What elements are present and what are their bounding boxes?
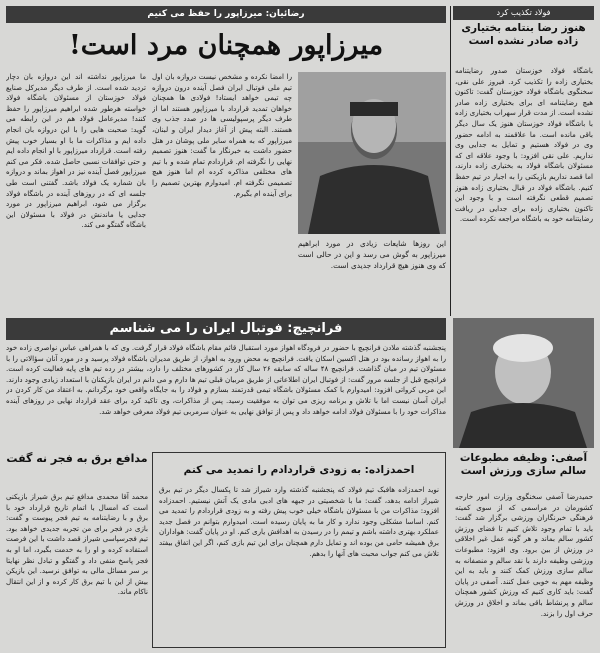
sidebar-divider bbox=[450, 6, 451, 316]
goalkeeper-photo-caption: این روزها شایعات زیادی در مورد ابراهیم میرزاپور به گوش می رسد و این در حالی است که وی هنوز هیچ قرارداد جدیدی است. bbox=[298, 239, 446, 270]
coach-photo bbox=[453, 318, 594, 448]
goalkeeper-photo bbox=[298, 72, 446, 234]
mid-story-headline-bar bbox=[6, 318, 446, 340]
top-story-column-right: ما میرزاپور نداشته اند این دروازه بان دچار تردید شده است. از طرف دیگر مدیرکل صنایع فولاد خوزستان از مسئولان باشگاه فولاد خواسته هرطور شده ابراهیم میرزاپور را حفظ کنند! مدیرعامل فولاد هم در این رابطه می گوید: صحبت هایی را با این دروازه بان انجام داده ایم و مذاکرات ما با او بسیار خوب پیش رفته است. قرارداد میرزاپور با او انجام داده ایم و حتی توافقات نسبی حاصل شده. فکر می کنم میرزاپور فصل آینده نیز در اهواز بماند و دروازه بان شماره یک فولاد باشد. گفتنی است طی جلسه ای که در روزهای آینده در باشگاه فولاد برگزار می شود، ابراهیم میرزاپور در مورد جدایی یا ماندنش در فولاد با مسئولان این باشگاه گفتگو می کند. bbox=[6, 72, 146, 230]
top-story-headline: میرزاپور همچنان مرد است! bbox=[68, 30, 384, 61]
sidebar-headline-2: آصفی: وظیفه مطبوعات سالم سازی ورزش است bbox=[459, 452, 588, 477]
left-story-headline: مدافع برق به فجر نه گفت bbox=[6, 452, 148, 465]
top-story-kicker: رضائیان: میرزاپور را حفظ می کنیم bbox=[147, 9, 305, 19]
portrait-photo-coach bbox=[453, 318, 594, 448]
top-story-kicker-bar bbox=[6, 6, 446, 23]
left-story-body: محمد آقا محمدی مدافع تیم برق شیراز بازیکنی است که امسال با اتمام تاریخ قرارداد خود با برق و با رضایتنامه به تیم فجر پیوست و گفت: بازی در فجر برای من تجربه جدیدی خواهد بود. تیم فجرسپاسی شیراز قصد داشت با این فرصت استفاده کرده و او را به خدمت بگیرد، اما او به فجر پاسخ منفی داد و گفتگو و تبادل نظر نهایتا بر سر مسائل مالی به توافق نرسید. این بازیکن بیش از این با تیم برق کار کرده و از این انتقال ناکام ماند. bbox=[6, 492, 148, 597]
sidebar-headline: هنوز رضا بنتامه بختیاری زاده صادر نشده است bbox=[461, 22, 586, 47]
top-story-column-mid: را امضا نکرده و مشخص نیست دروازه بان اول تیم ملی فوتبال ایران فصل آینده درون دروازه چه تیمی خواهد ایستاد! فولادی ها همچنان خواهان تمدید قرارداد با میرزاپور هستند اما از طرف دیگر پرسپولیسی ها در صدد جذب وی هستند. البته پیش از آغاز دیدار ایران و لبنان، میرزاپور که به همراه سایر ملی پوشان در هتل حضور داشت به خبرنگار ما گفت: هنوز تصمیم نهایی را نگرفته ام. قراردادم تمام شده و با تیم های مختلفی مذاکره کرده ام اما هنوز هیچ تصمیمی نگرفته ام. امیدوارم بهترین تصمیم را برای آینده ام بگیرم. bbox=[152, 72, 292, 198]
sidebar-body-2: حمیدرضا آصفی سخنگوی وزارت امور خارجه کشورمان در مراسمی که از سوی کمیته فرهنگی خبرنگاران ورزشی برگزار شد گفت: باید با تمام وجود تلاش کنیم تا فضای ورزش کشور سالم بماند و هر گونه عمل غیر اخلاقی در ورزش از بین برود. وی افزود: مطبوعات ورزشی وظیفه دارند با نقد سالم و منصفانه به سالم سازی ورزش کمک کنند و باید به این وظیفه مهم به خوبی عمل کنند. آصفی در پایان گفت: باید کاری کنیم که ورزش کشور همچنان سالم و پرنشاط باقی بماند و اخلاق در ورزش حرف اول را بزند. bbox=[455, 492, 593, 618]
sidebar-tag: فولاد تکذیب کرد bbox=[496, 8, 551, 17]
bottom-story-headline: احمدزاده: به زودی قراردادم را تمدید می کنم bbox=[183, 464, 415, 476]
mid-story-body: پنجشنبه گذشته ملادن فرانچیچ با حضور در فرودگاه اهواز مورد استقبال قائم مقام باشگاه فولاد قرار گرفت. وی که با همراهی عباس نواصری زاده خود را به اهواز رسانده بود در هتل اکسین اسکان یافت. فرانچیچ به محض ورود به اهواز، از طریق مدیران باشگاه فولاد پرسید و در مورد آنان سؤالاتی را با مسئولان تیم در میان گذاشت. فرانچیچ ۴۸ ساله که سابقه ۲۶ سال کار در کشورهای مختلف را دارد، بیشتر در رده تیم های پایه فعالیت کرده است. فرانچیچ قبل از جلسه مرور گفت: از فوتبال ایران اطلاعاتی از طریق مربیان قبلی تیم ها دارم و می دانم در ایران بازیکنان با استعداد زیادی وجود دارند. این مربی کرواتی افزود: امیدوارم با کمک مسئولان باشگاه تیمی قدرتمند بسازم و فولاد را به جایگاه واقعی خود برگردانم. به اعتقاد من کار کردن در ایران آسان نیست اما با تلاش و برنامه ریزی می توان به موفقیت رسید. پس از مذاکرات، وی تاکید کرد برای عقد قرارداد نهایی در روزهای آینده مذاکرات خود را با مسئولان فولاد ادامه خواهد داد و پس از توافق نهایی به عنوان سرمربی تیم فولاد معرفی خواهد شد. bbox=[6, 343, 446, 416]
bottom-story-body: نوید احمدزاده هافبک تیم فولاد که پنجشنبه گذشته وارد شیراز شد تا پکسال دیگر در تیم برق شیراز ادامه بدهد، گفت: ما با شخصیتی در جبهه های ادبی مادی یک آتش نیستیم. احمدزاده افزود: مذاکرات من با مسئولان باشگاه خیلی خوب پیش رفته و به زودی قراردادم را تمدید می کنم. اساسا مشکلی وجود ندارد و کار ما به پایان رسیده است. امیدوارم بتوانم در فصل جدید عملکرد بهتری داشته باشم و تیمم را در رسیدن به اهدافش یاری کنم. او در پایان گفت: هواداران برق همیشه حامی من بوده اند و تمایل دارم همچنان برای این تیم بازی کنم، اگر این اتفاق بیفتد تلاش می کنم جواب محبت های آنها را بدهم. bbox=[159, 485, 439, 558]
sidebar-tag-bar bbox=[453, 6, 594, 20]
sidebar-body: باشگاه فولاد خوزستان صدور رضایتنامه بختیاری زاده را تکذیب کرد. فیروز علی نقی، سخنگوی باشگاه فولاد خوزستان گفت: تاکنون هیچ رضایتنامه ای برای بختیاری زاده صادر نشده است. از مدت قرار سهراب بختیاری زاده با باشگاه فولاد خوزستان هنوز یک سال دیگر باقی مانده است. ما علاقمند به ادامه حضور وی در فولاد هستیم و تمایل به جدایی وی نداریم. علی نقی افزود: با وجود علاقه ای که مسئولان باشگاه فولاد به بختیاری زاده دارند، اما قصد نداریم بازیکنی را به اجبار در تیم حفظ کنیم. باشگاه فولاد در قبال بختیاری زاده هنوز تصمیم قطعی نگرفته است و با وجود این تاکنون بختیاری زاده برای جدایی در ریافت رضایتنامه خود به باشگاه مراجعه نکرده است. bbox=[455, 66, 593, 224]
bottom-story-box bbox=[152, 452, 446, 648]
portrait-photo-goalkeeper bbox=[298, 72, 446, 234]
mid-story-headline: فرانچیچ: فوتبال ایران را می شناسم bbox=[109, 321, 343, 336]
